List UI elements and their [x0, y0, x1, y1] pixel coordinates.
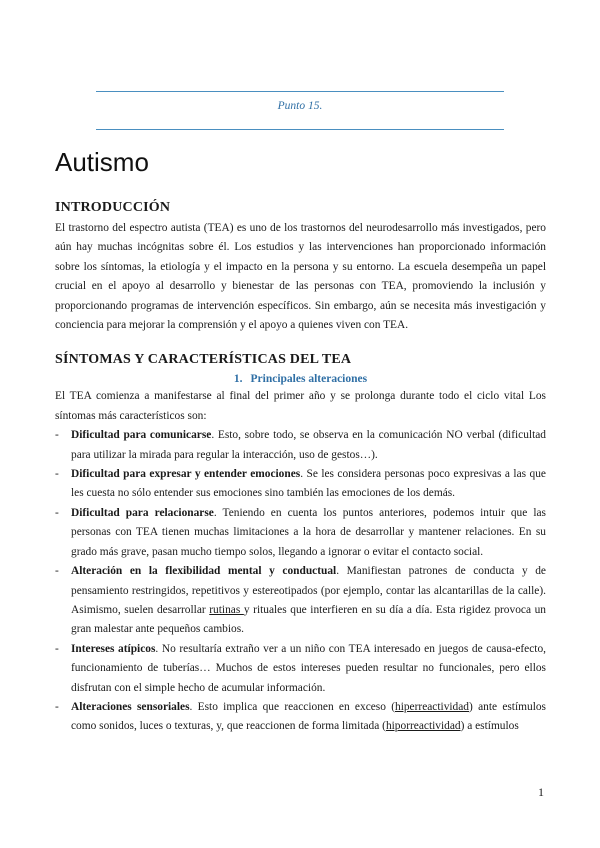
item-term: Dificultad para relacionarse — [71, 506, 214, 519]
underlined-term: hiporreactividad — [385, 720, 461, 733]
list-dash: - — [55, 506, 59, 519]
list-item — [55, 698, 546, 737]
item-text: . No resultaría extraño ver a un niño con TEA interesado en juegos de causa-efecto, funcionamiento de tuberías… Muchos de estos intereses pueden resultar no funcionales, pero ellos disfrutan con el simple hecho de acumular información. — [71, 642, 546, 694]
document-body — [55, 200, 546, 737]
list-dash: - — [55, 642, 59, 655]
list-item — [55, 640, 546, 698]
list-item — [55, 465, 546, 504]
symptoms-intro: El TEA comienza a manifestarse al final del primer año y se prolonga durante todo el ciclo vital Los síntomas más característicos son: — [55, 390, 546, 422]
item-term: Alteración en la flexibilidad mental y conductual — [71, 565, 337, 578]
page-number: 1 — [538, 785, 544, 799]
item-term: Dificultad para comunicarse — [71, 429, 212, 442]
symptoms-list — [55, 426, 546, 737]
item-text: y rituales que interfieren en su día a día. Esta rigidez provoca un gran malestar ante pequeños cambios. — [71, 603, 546, 636]
subheading-alteraciones — [55, 371, 546, 387]
list-item — [55, 426, 546, 465]
item-text: . Manifiestan patrones de conducta y de pensamiento restringidos, repetitivos y estereotipados (por ejemplo, contar las alcantarillas de la calle). Asimismo, suelen desarrollar — [71, 565, 546, 616]
item-term: Dificultad para expresar y entender emociones — [71, 468, 301, 481]
item-text: ) a estímulos — [460, 720, 519, 733]
underlined-term: rutinas — [209, 603, 244, 616]
item-term: Alteraciones sensoriales — [71, 700, 190, 713]
item-text: . Teniendo en cuenta los puntos anteriores, podemos intuir que las personas con TEA tienen muchas limitaciones a la hora de desarrollar y mantener relaciones. En su grado más grave, pasan mucho tiempo solos, llegando a ignorar o evitar el contacto social. — [71, 506, 546, 558]
item-text: . Esto, sobre todo, se observa en la comunicación NO verbal (dificultad para utilizar la mirada para regular la interacción, uso de gestos…). — [71, 429, 546, 461]
subheading-number: 1. — [233, 373, 243, 386]
subheading-text: Principales alteraciones — [250, 373, 368, 386]
list-dash: - — [55, 429, 59, 442]
header-bottom-rule — [96, 129, 504, 130]
list-dash: - — [55, 700, 59, 713]
list-item — [55, 504, 546, 562]
item-term: Intereses atípicos — [71, 642, 156, 655]
item-text: . Esto implica que reaccionen en exceso ( — [189, 700, 395, 713]
symptoms-heading: SÍNTOMAS Y CARACTERÍSTICAS DEL TEA — [55, 352, 352, 368]
item-text: . Se les considera personas poco expresivas a las que les cuesta no sólo entender sus emociones sino también las emociones de los demás. — [71, 468, 546, 500]
list-item — [55, 562, 546, 640]
section-label: Punto 15. — [277, 100, 323, 112]
header-top-rule — [96, 91, 504, 92]
page-title: Autismo — [55, 147, 149, 177]
list-dash: - — [55, 468, 59, 481]
list-dash: - — [55, 565, 59, 578]
intro-heading: INTRODUCCIÓN — [55, 200, 171, 215]
intro-paragraph: El trastorno del espectro autista (TEA) es uno de los trastornos del neurodesarrollo más investigados, pero aún hay muchas incógnitas sobre él. Los estudios y las intervenciones han proporcionado información sobre los síntomas, la etiología y el impacto en la persona y su entorno. La escuela desempeña un papel crucial en el apoyo al desarrollo y bienestar de las personas con TEA, promoviendo la inclusión y proporcionando programas de intervención específicos. Sin embargo, aún se necesita más investigación y conciencia para mejorar la comprensión y el apoyo a quienes viven con TEA. — [55, 222, 546, 332]
item-text: ) ante estímulos como sonidos, luces o texturas, y, que reaccionen de forma limitada ( — [71, 700, 546, 733]
underlined-term: hiperreactividad — [395, 700, 470, 713]
